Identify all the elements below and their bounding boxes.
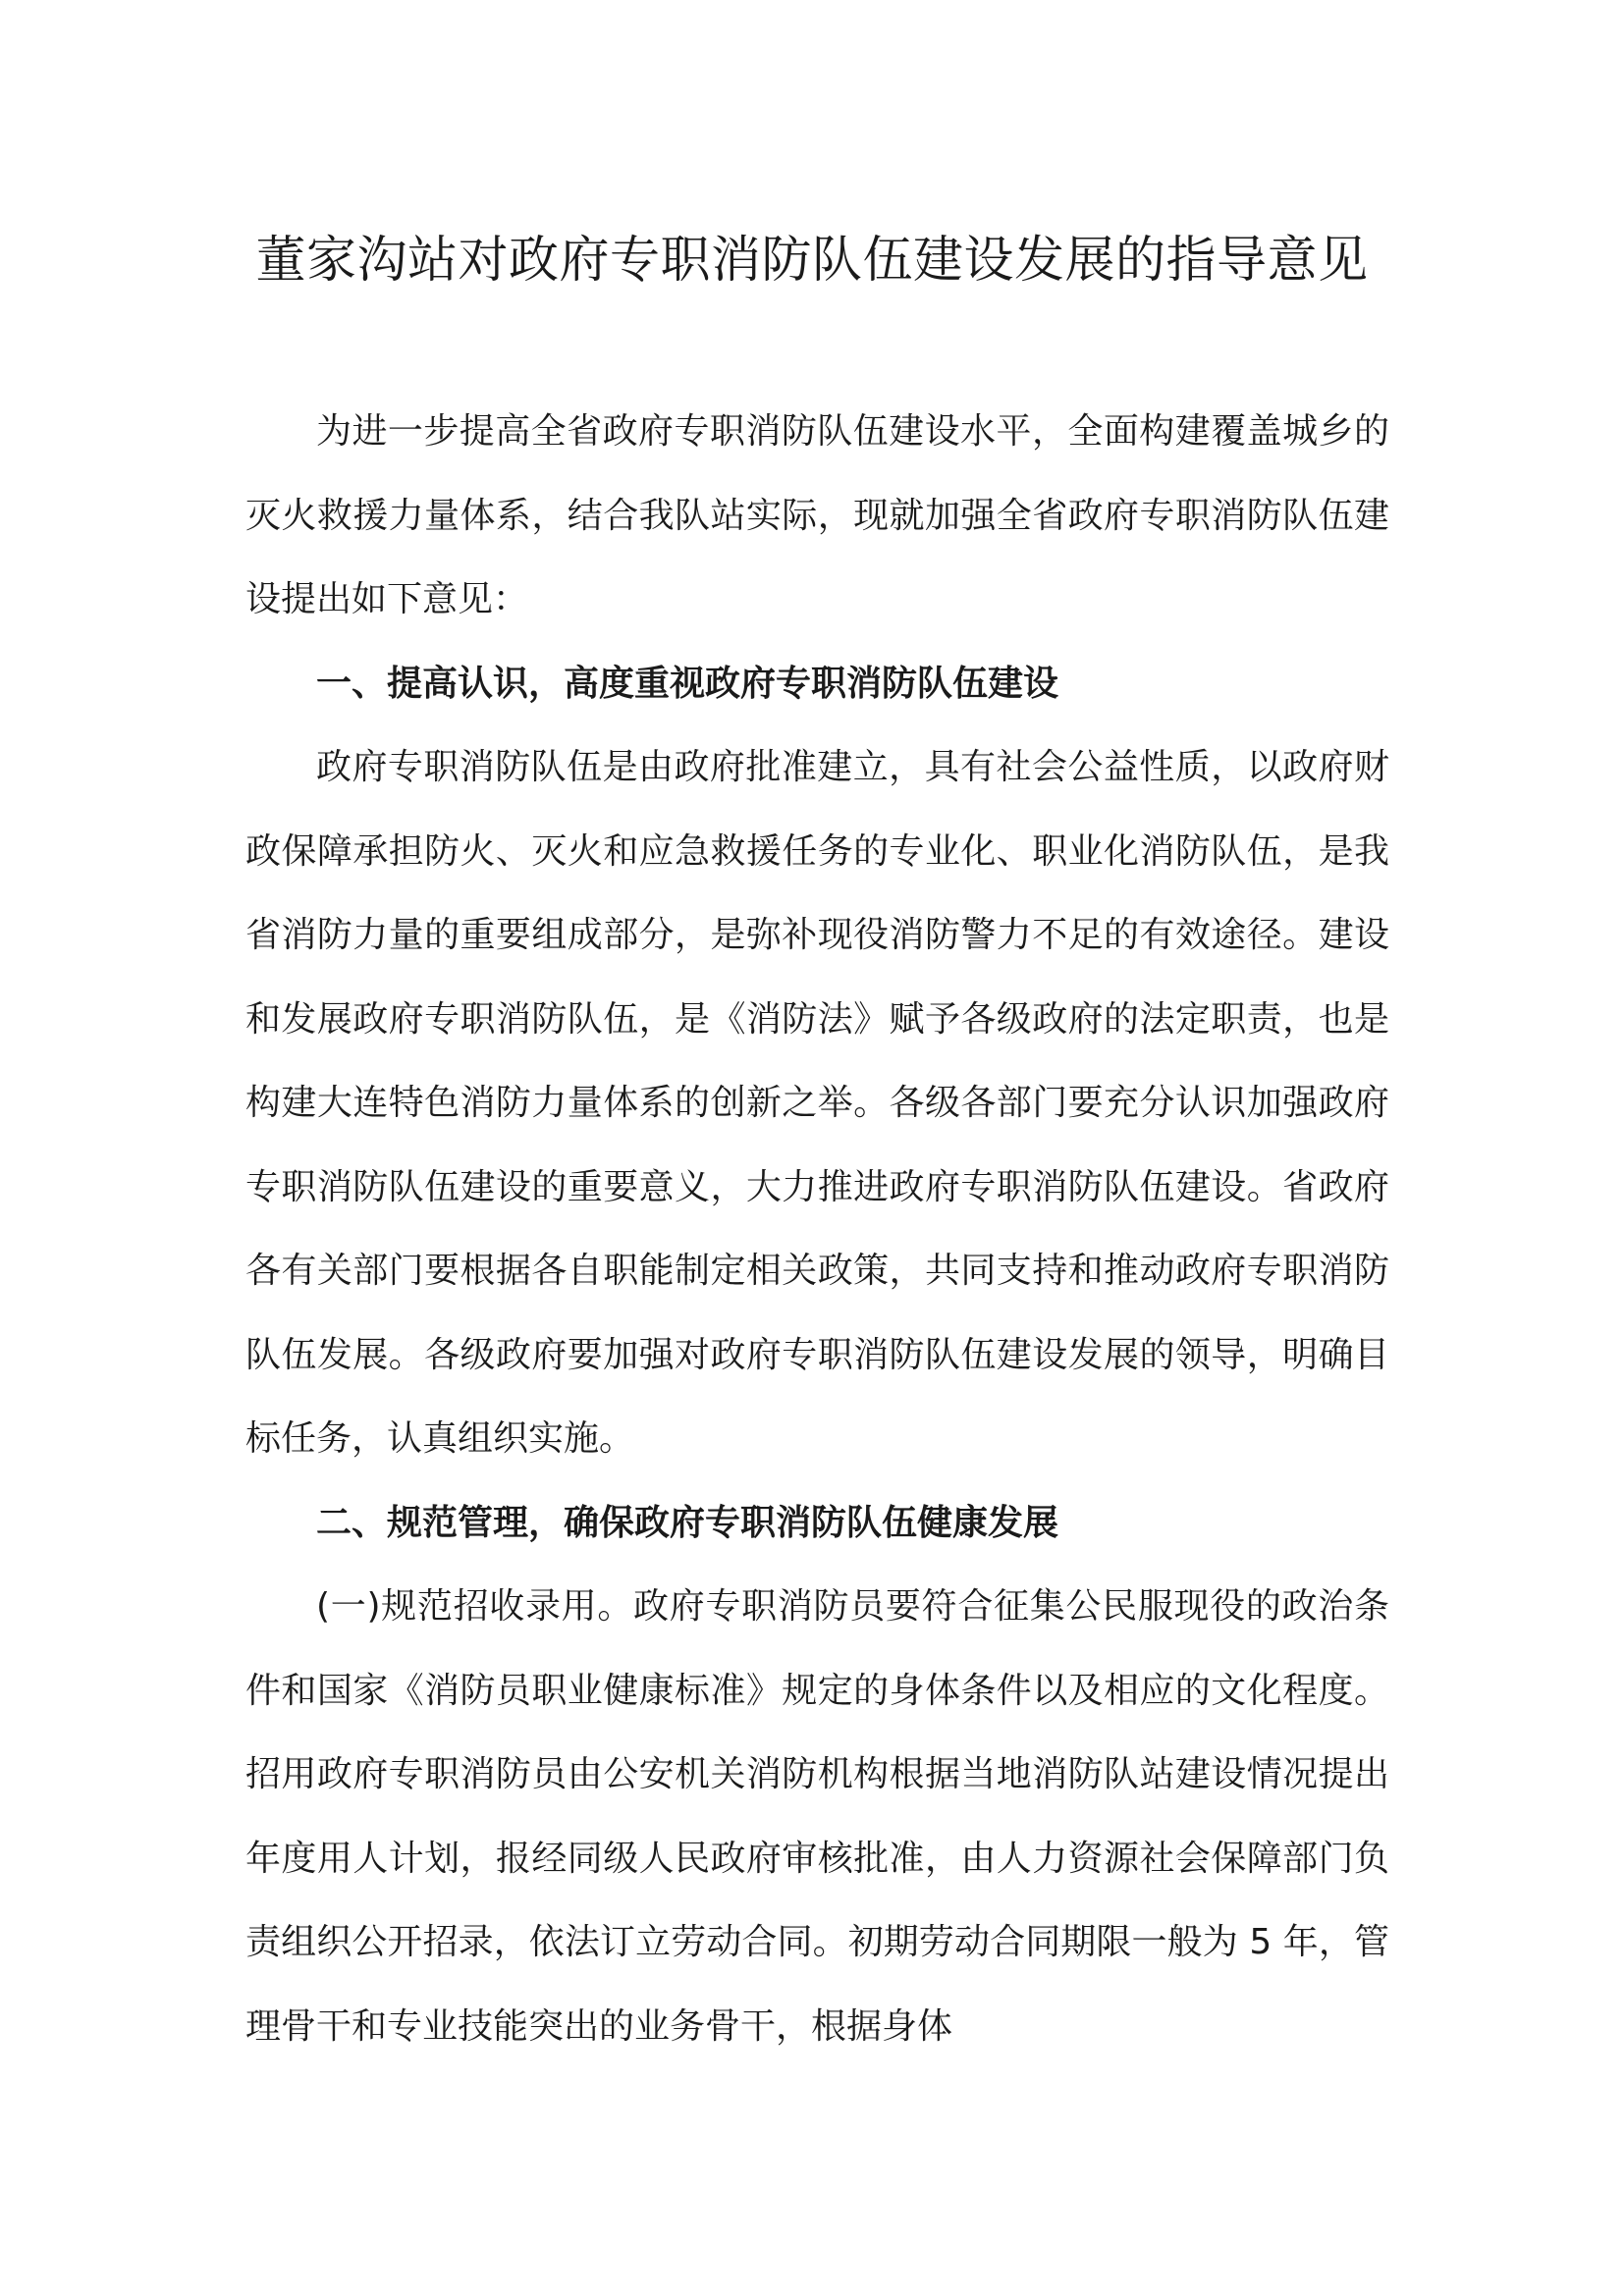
section-1-heading: 一、提高认识，高度重视政府专职消防队伍建设	[316, 663, 1059, 704]
document-title: 董家沟站对政府专职消防队伍建设发展的指导意见	[255, 232, 1369, 290]
section-1-paragraph: 政府专职消防队伍是由政府批准建立，具有社会公益性质，以政府财政保障承担防火、灭火和应急救援任务的专业化、职业化消防队伍，是我省消防力量的重要组成部分，是弥补现役消防警力不足的有效途径。建设和发展政府专职消防队伍，是《消防法》赋予各级政府的法定职责，也是构建大连特色消防力量体系的创新之举。各级各部门要充分认识加强政府专职消防队伍建设的重要意义，大力推进政府专职消防队伍建设。省政府各有关部门要根据各自职能制定相关政策，共同支持和推动政府专职消防队伍发展。各级政府要加强对政府专职消防队伍建设发展的领导，明确目标任务，认真组织实施。	[245, 747, 1389, 1459]
intro-paragraph: 为进一步提高全省政府专职消防队伍建设水平，全面构建覆盖城乡的灭火救援力量体系，结合我队站实际，现就加强全省政府专职消防队伍建设提出如下意见：	[245, 411, 1389, 619]
document-body	[245, 390, 1389, 2068]
section-2-heading: 二、规范管理，确保政府专职消防队伍健康发展	[316, 1502, 1059, 1543]
section-2-paragraph: (一)规范招收录用。政府专职消防员要符合征集公民服现役的政治条件和国家《消防员职业健康标准》规定的身体条件以及相应的文化程度。招用政府专职消防员由公安机关消防机构根据当地消防队站建设情况提出年度用人计划，报经同级人民政府审核批准，由人力资源社会保障部门负责组织公开招录，依法订立劳动合同。初期劳动合同期限一般为 5 年，管理骨干和专业技能突出的业务骨干，根据身体	[245, 1586, 1389, 2047]
